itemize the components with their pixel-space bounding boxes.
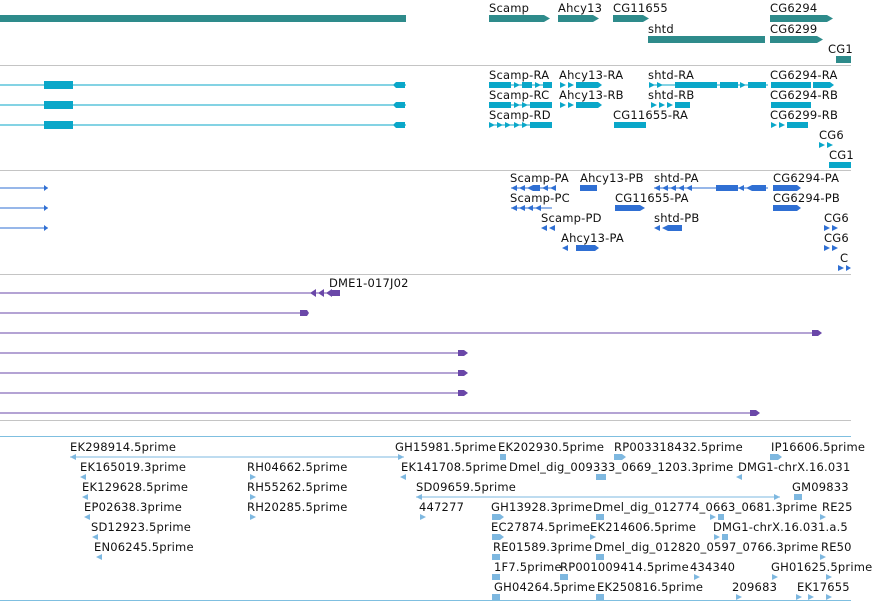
- gene-label: shtd: [648, 22, 674, 36]
- est-label: EK141708.5prime: [401, 460, 508, 474]
- est-label: EK298914.5prime: [70, 440, 177, 454]
- est-label: DMG1-chrX.16.031: [738, 460, 851, 474]
- est-label: EK17655: [797, 580, 850, 594]
- mrna-label: Ahcy13-RA: [559, 68, 624, 82]
- mrna-label: CG6294-RA: [770, 68, 838, 82]
- est-label: EC27874.5prime: [491, 520, 591, 534]
- gene-label: CG6299: [770, 22, 818, 36]
- protein-label: CG6: [824, 211, 849, 225]
- protein-label: CG6: [824, 231, 849, 245]
- mrna-label: CG6: [819, 128, 844, 142]
- mrna-label: CG1: [829, 148, 854, 162]
- est-label: 1F7.5prime: [494, 560, 562, 574]
- est-label: SD09659.5prime: [416, 480, 517, 494]
- protein-label: Ahcy13-PB: [580, 171, 644, 185]
- est-label: IP16606.5prime: [771, 440, 866, 454]
- gene-feature[interactable]: [0, 15, 406, 23]
- mrna-label: shtd-RA: [648, 68, 695, 82]
- est-label: RH04662.5prime: [247, 460, 348, 474]
- gene-label: CG11655: [613, 1, 668, 15]
- protein-label: C: [840, 251, 849, 265]
- mrna-label: Scamp-RA: [489, 68, 550, 82]
- protein-label: Scamp-PA: [510, 171, 569, 185]
- gene-cg6299[interactable]: [770, 36, 824, 44]
- track-separator: [0, 600, 851, 601]
- protein-label: shtd-PA: [654, 171, 699, 185]
- est-label: 434340: [690, 560, 736, 574]
- est-label: 209683: [732, 580, 778, 594]
- mrna-label: CG6299-RB: [770, 108, 839, 122]
- gene-label: Scamp: [489, 1, 530, 15]
- gene-cg1[interactable]: [836, 56, 851, 64]
- protein-label: CG11655-PA: [615, 191, 689, 205]
- protein-features[interactable]: [0, 171, 851, 274]
- est-label: RE50: [821, 540, 852, 554]
- est-label: EN06245.5prime: [94, 540, 194, 554]
- mrna-features[interactable]: [0, 66, 851, 170]
- mrna-label: Scamp-RD: [489, 108, 551, 122]
- protein-label: shtd-PB: [654, 211, 700, 225]
- gene-shtd[interactable]: [648, 36, 766, 44]
- gene-label: CG6294: [770, 1, 818, 15]
- est-label: GM09833: [792, 480, 849, 494]
- gene-ahcy13[interactable]: [558, 15, 600, 23]
- clone-features[interactable]: [0, 275, 851, 420]
- est-label: EK214606.5prime: [590, 520, 697, 534]
- track-separator: [0, 420, 851, 421]
- protein-label: CG6294-PB: [773, 191, 840, 205]
- mrna-label: shtd-RB: [648, 88, 695, 102]
- est-label: GH04264.5prime: [494, 580, 596, 594]
- est-label: EK202930.5prime: [498, 440, 605, 454]
- est-label: EK250816.5prime: [597, 580, 704, 594]
- gene-label: Ahcy13: [558, 1, 603, 15]
- est-label: DMG1-chrX.16.031.a.5: [713, 520, 848, 534]
- est-label: RE01589.3prime: [493, 540, 593, 554]
- mrna-label: Scamp-RC: [489, 88, 550, 102]
- clone-label: DME1-017J02: [329, 276, 409, 290]
- est-label: GH15981.5prime: [395, 440, 497, 454]
- est-label: RP001009414.5prime: [560, 560, 689, 574]
- protein-track: [0, 171, 851, 274]
- est-label: 447277: [419, 500, 465, 514]
- est-label: Dmel_dig_009333_0669_1203.3prime: [509, 460, 734, 474]
- gene-label: CG1: [828, 42, 853, 56]
- mrna-label: CG6294-RB: [770, 88, 839, 102]
- est-label: Dmel_dig_012774_0663_0681.3prime: [593, 500, 818, 514]
- est-track: [0, 437, 872, 602]
- mrna-track: [0, 66, 854, 170]
- est-label: RE25: [822, 500, 853, 514]
- est-label: GH13928.3prime: [491, 500, 593, 514]
- gene-scamp[interactable]: [489, 15, 551, 23]
- est-label: GH01625.5prime: [771, 560, 872, 574]
- protein-label: Scamp-PD: [541, 211, 602, 225]
- gene-track: [0, 0, 851, 65]
- clone-track: [0, 275, 851, 420]
- est-label: EP02638.3prime: [84, 500, 183, 514]
- protein-label: CG6294-PA: [773, 171, 840, 185]
- est-label: SD12923.5prime: [91, 520, 192, 534]
- est-label: RH55262.5prime: [247, 480, 348, 494]
- est-label: Dmel_dig_012820_0597_0766.3prime: [594, 540, 819, 554]
- gene-cg11655[interactable]: [613, 15, 650, 23]
- est-label: EK129628.5prime: [82, 480, 189, 494]
- est-label: RH20285.5prime: [247, 500, 348, 514]
- est-label: EK165019.3prime: [80, 460, 187, 474]
- protein-label: Scamp-PC: [510, 191, 570, 205]
- est-label: RP003318432.5prime: [614, 440, 743, 454]
- protein-label: Ahcy13-PA: [561, 231, 624, 245]
- mrna-label: CG11655-RA: [613, 108, 689, 122]
- mrna-label: Ahcy13-RB: [559, 88, 624, 102]
